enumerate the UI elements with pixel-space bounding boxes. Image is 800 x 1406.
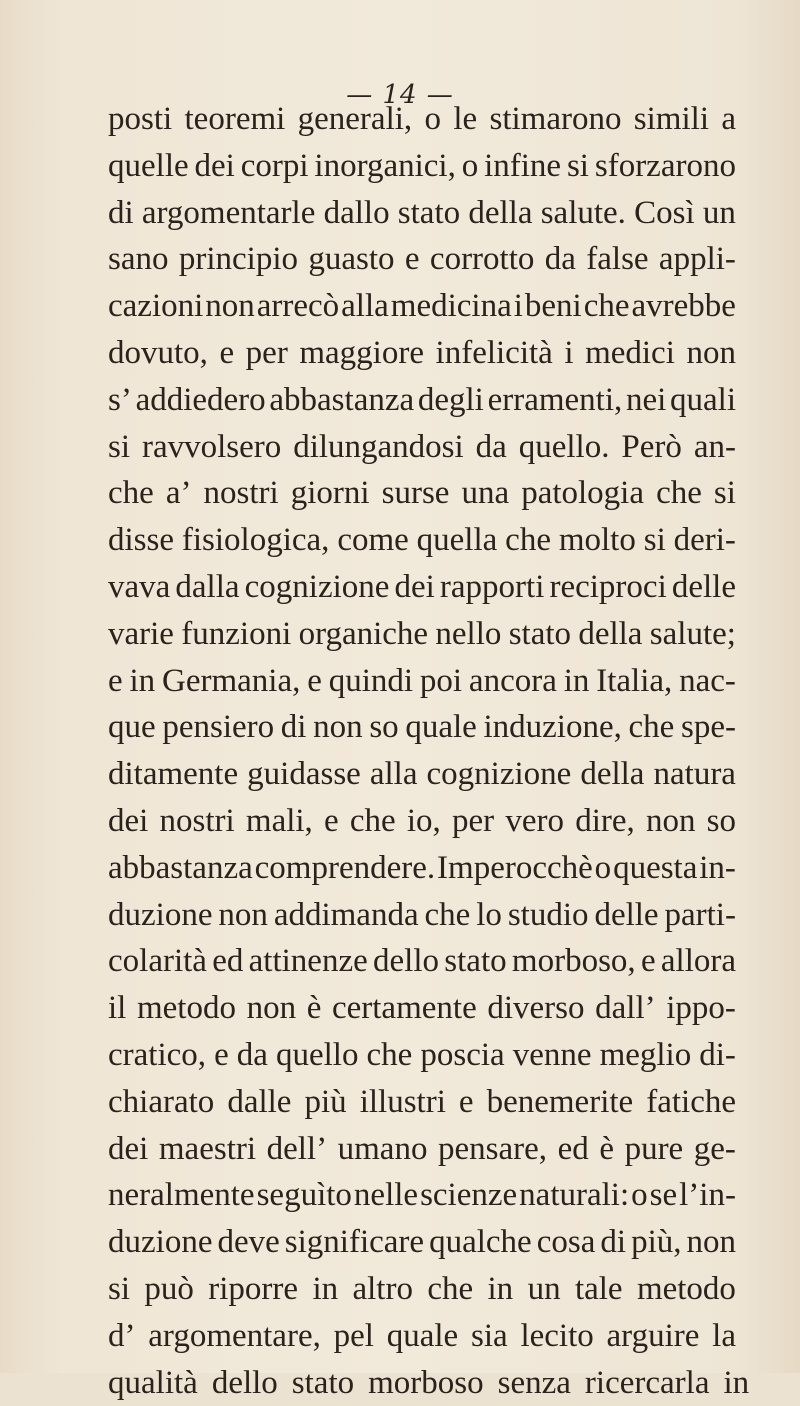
text-line: di argomentarle dallo stato della salute. Così un bbox=[108, 194, 736, 231]
text-line: posti teoremi generali, o le stimarono simili a bbox=[108, 101, 736, 137]
text-line: s’ addiedero abbastanza degli erramenti, nei quali bbox=[108, 381, 736, 418]
text-line: chiarato dalle più illustri e benemerite fatiche bbox=[108, 1083, 736, 1120]
text-line: e in Germania, e quindi poi ancora in Italia, nac- bbox=[108, 662, 736, 699]
text-line: si ravvolsero dilungandosi da quello. Però an- bbox=[108, 428, 736, 465]
text-line: vava dalla cognizione dei rapporti reciproci delle bbox=[108, 568, 736, 605]
body-text bbox=[108, 96, 750, 1406]
text-line: duzione deve significare qualche cosa di più, non bbox=[108, 1224, 736, 1261]
text-line: sano principio guasto e corrotto da false appli- bbox=[108, 241, 736, 278]
text-line: il metodo non è certamente diverso dall’ ippo- bbox=[108, 990, 736, 1027]
text-line: si può riporre in altro che in un tale metodo bbox=[108, 1270, 736, 1307]
text-line: che a’ nostri giorni surse una patologia che si bbox=[108, 475, 736, 512]
text-line: duzione non addimanda che lo studio delle parti- bbox=[108, 896, 736, 933]
text-line: neralmente seguìto nelle scienze naturali: o se l’in- bbox=[108, 1177, 736, 1214]
text-line: dei nostri mali, e che io, per vero dire, non so bbox=[108, 802, 736, 839]
page-number: — 14 — bbox=[346, 80, 454, 110]
text-line: varie funzioni organiche nello stato della salute; bbox=[108, 615, 736, 652]
text-line: quelle dei corpi inorganici, o infine si sforzarono bbox=[108, 147, 736, 184]
text-line: ditamente guidasse alla cognizione della natura bbox=[108, 756, 736, 793]
text-line: qualità dello stato morboso senza ricercarla in bbox=[108, 1364, 750, 1401]
text-line: cazioni non arrecò alla medicina i beni che avrebbe bbox=[108, 288, 736, 325]
text-line: cratico, e da quello che poscia venne meglio di- bbox=[108, 1036, 736, 1073]
text-line: dei maestri dell’ umano pensare, ed è pure ge- bbox=[108, 1130, 736, 1167]
text-line: abbastanza comprendere. Imperocchè o questa in- bbox=[108, 849, 736, 886]
text-line: d’ argomentare, pel quale sia lecito arguire la bbox=[108, 1317, 736, 1354]
text-line: colarità ed attinenze dello stato morboso, e allora bbox=[108, 943, 736, 980]
text-line: dovuto, e per maggiore infelicità i medici non bbox=[108, 334, 736, 371]
text-line: disse fisiologica, come quella che molto si deri- bbox=[108, 522, 736, 559]
text-line: que pensiero di non so quale induzione, che spe- bbox=[108, 709, 736, 746]
